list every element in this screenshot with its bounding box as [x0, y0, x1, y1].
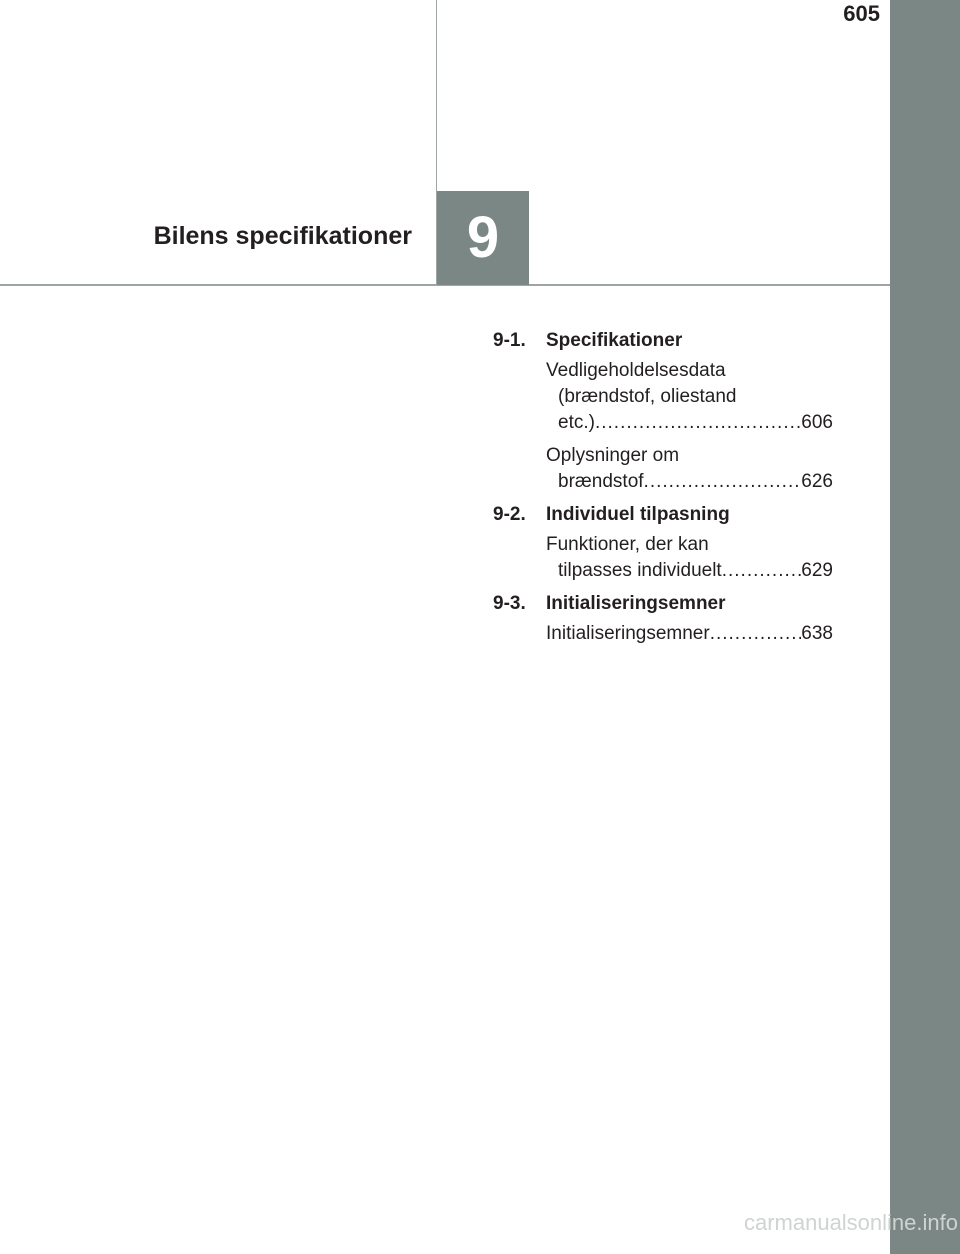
toc-entry-text: Oplysninger om	[546, 445, 680, 466]
toc-section-number: 9-2.	[493, 504, 526, 525]
toc-entry-text: etc.)	[558, 412, 595, 433]
toc-entry-text: (brændstof, oliestand	[558, 386, 737, 407]
toc-entry-text: Vedligeholdelsesdata	[546, 360, 726, 381]
toc-entry-page: 629	[801, 560, 833, 581]
toc-section-heading	[493, 502, 833, 528]
table-of-contents	[493, 328, 833, 654]
toc-entry-leader-line	[546, 558, 833, 584]
toc-entry-page: 638	[801, 623, 833, 644]
toc-entry-text: Initialiseringsemner	[546, 623, 710, 644]
dot-leader	[644, 469, 802, 495]
toc-section	[493, 591, 833, 647]
toc-entry-leader-line	[546, 410, 833, 436]
toc-entry[interactable]	[546, 532, 833, 584]
toc-entry-page: 626	[801, 471, 833, 492]
toc-section-heading	[493, 328, 833, 354]
watermark: carmanualsonline.info	[743, 1210, 958, 1235]
toc-section-title: Individuel tilpasning	[546, 504, 730, 525]
dot-leader	[710, 621, 802, 647]
chapter-number-box: 9	[437, 191, 529, 285]
toc-entry-leader-line	[546, 469, 833, 495]
chapter-title: Bilens specifikationer	[153, 222, 412, 250]
toc-entry-leader-line	[546, 621, 833, 647]
toc-section-number: 9-3.	[493, 593, 526, 614]
dot-leader	[722, 558, 802, 584]
toc-section-heading	[493, 591, 833, 617]
toc-entry[interactable]	[546, 443, 833, 495]
toc-entry-text: tilpasses individuelt	[558, 560, 722, 581]
toc-entry[interactable]	[546, 358, 833, 436]
toc-section	[493, 502, 833, 584]
toc-entry-text: Funktioner, der kan	[546, 534, 709, 555]
toc-entry-page: 606	[801, 412, 833, 433]
toc-entry[interactable]	[546, 621, 833, 647]
toc-section	[493, 328, 833, 495]
toc-entry-text: brændstof	[558, 471, 644, 492]
dot-leader	[595, 410, 801, 436]
page-number: 605	[843, 1, 880, 26]
toc-section-title: Initialiseringsemner	[546, 593, 726, 614]
chapter-side-tab	[890, 0, 960, 1254]
toc-section-number: 9-1.	[493, 330, 526, 351]
toc-section-title: Specifikationer	[546, 330, 683, 351]
